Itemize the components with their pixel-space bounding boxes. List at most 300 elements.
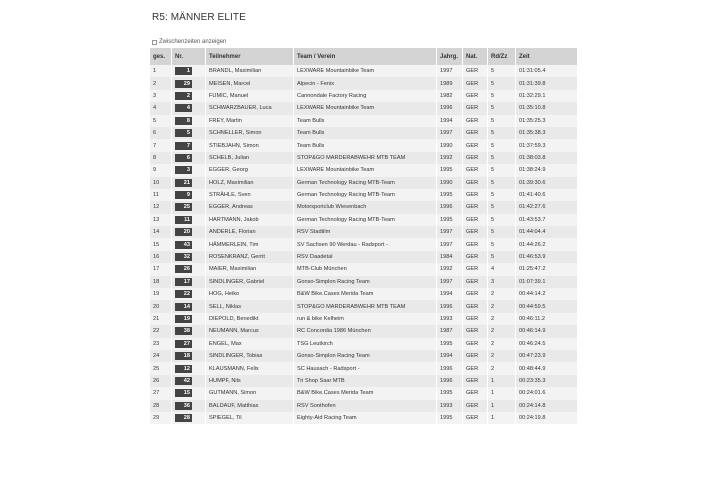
cell-bib [172, 288, 206, 300]
cell-bib [172, 251, 206, 263]
cell-pos: 20 [150, 300, 172, 312]
cell-pos: 11 [150, 189, 172, 201]
cell-year: 1995 [437, 338, 463, 350]
cell-nat: GER [463, 90, 488, 102]
cell-time: 00:44:14.2 [516, 288, 578, 300]
cell-bib [172, 65, 206, 77]
header-team[interactable]: Team / Verein [294, 48, 437, 65]
cell-team: German Technology Racing MTB-Team [294, 214, 437, 226]
cell-team: Gonso-Simplon Racing Team [294, 350, 437, 362]
bib-number-badge: 5 [175, 129, 192, 137]
cell-rounds: 5 [488, 90, 516, 102]
cell-year: 1997 [437, 127, 463, 139]
bib-number-badge: 15 [175, 389, 192, 397]
cell-rounds: 1 [488, 375, 516, 387]
cell-rounds: 5 [488, 77, 516, 89]
cell-name: SPIEGEL, Til [206, 412, 294, 424]
cell-name: NEUMANN, Marcus [206, 325, 294, 337]
cell-team: TSG Leutkirch [294, 338, 437, 350]
bib-number-badge: 12 [175, 365, 192, 373]
cell-year: 1994 [437, 115, 463, 127]
bib-number-badge: 32 [175, 253, 192, 261]
table-row[interactable] [150, 127, 578, 139]
cell-rounds: 2 [488, 325, 516, 337]
cell-time: 01:31:39.8 [516, 77, 578, 89]
cell-bib [172, 313, 206, 325]
cell-name: BRANDL, Maximilian [206, 65, 294, 77]
table-row[interactable] [150, 387, 578, 399]
cell-pos: 10 [150, 177, 172, 189]
cell-team: B&W Bike.Cases Merida Team [294, 288, 437, 300]
table-row[interactable] [150, 139, 578, 151]
table-row[interactable] [150, 238, 578, 250]
cell-year: 1982 [437, 90, 463, 102]
cell-name: FREY, Martin [206, 115, 294, 127]
cell-pos: 27 [150, 387, 172, 399]
cell-name: SINDLINGER, Gabriel [206, 276, 294, 288]
bib-number-badge: 36 [175, 402, 192, 410]
cell-name: ROSENKRANZ, Gerrit [206, 251, 294, 263]
cell-year: 1996 [437, 300, 463, 312]
cell-name: HOLZ, Maximilian [206, 177, 294, 189]
cell-name: SINDLINGER, Tobias [206, 350, 294, 362]
cell-name: ANDERLE, Florian [206, 226, 294, 238]
cell-nat: GER [463, 77, 488, 89]
cell-time: 01:44:26.2 [516, 238, 578, 250]
cell-name: MAIER, Maximilian [206, 263, 294, 275]
split-times-toggle[interactable] [152, 38, 578, 46]
cell-bib [172, 139, 206, 151]
cell-rounds: 5 [488, 201, 516, 213]
table-row[interactable] [150, 362, 578, 374]
cell-name: ENGEL, Max [206, 338, 294, 350]
cell-time: 01:35:38.3 [516, 127, 578, 139]
cell-pos: 19 [150, 288, 172, 300]
bib-number-badge: 8 [175, 117, 192, 125]
bib-number-badge: 28 [175, 414, 192, 422]
cell-bib [172, 152, 206, 164]
cell-pos: 26 [150, 375, 172, 387]
table-row[interactable] [150, 400, 578, 412]
cell-nat: GER [463, 387, 488, 399]
cell-year: 1997 [437, 238, 463, 250]
cell-pos: 16 [150, 251, 172, 263]
cell-rounds: 1 [488, 387, 516, 399]
cell-year: 1992 [437, 263, 463, 275]
table-row[interactable] [150, 251, 578, 263]
cell-pos: 8 [150, 152, 172, 164]
cell-nat: GER [463, 102, 488, 114]
table-row[interactable] [150, 152, 578, 164]
table-row[interactable] [150, 412, 578, 424]
cell-time: 00:23:35.3 [516, 375, 578, 387]
cell-nat: GER [463, 400, 488, 412]
cell-pos: 18 [150, 276, 172, 288]
cell-nat: GER [463, 325, 488, 337]
header-pos[interactable]: ges. [150, 48, 172, 65]
cell-rounds: 1 [488, 400, 516, 412]
cell-nat: GER [463, 288, 488, 300]
bib-number-badge: 43 [175, 241, 192, 249]
cell-year: 1989 [437, 77, 463, 89]
bib-number-badge: 1 [175, 67, 192, 75]
cell-bib [172, 77, 206, 89]
cell-bib [172, 400, 206, 412]
cell-rounds: 5 [488, 251, 516, 263]
cell-rounds: 2 [488, 300, 516, 312]
cell-team: Motorsportclub Wiesenbach [294, 201, 437, 213]
cell-pos: 14 [150, 226, 172, 238]
cell-pos: 7 [150, 139, 172, 151]
bib-number-badge: 26 [175, 265, 192, 273]
cell-rounds: 5 [488, 127, 516, 139]
header-nat[interactable]: Nat. [463, 48, 488, 65]
table-row[interactable] [150, 65, 578, 77]
cell-year: 1997 [437, 226, 463, 238]
cell-nat: GER [463, 313, 488, 325]
cell-name: HARTMANN, Jakob [206, 214, 294, 226]
cell-year: 1995 [437, 164, 463, 176]
bib-number-badge: 29 [175, 80, 192, 88]
cell-year: 1996 [437, 102, 463, 114]
cell-year: 1996 [437, 201, 463, 213]
cell-year: 1996 [437, 375, 463, 387]
cell-team: B&W Bike.Cases Merida Team [294, 387, 437, 399]
table-row[interactable] [150, 201, 578, 213]
cell-team: STOP&GO MARDERABWEHR MTB TEAM [294, 300, 437, 312]
cell-pos: 9 [150, 164, 172, 176]
cell-time: 00:46:14.9 [516, 325, 578, 337]
cell-nat: GER [463, 375, 488, 387]
table-row[interactable] [150, 102, 578, 114]
cell-nat: GER [463, 65, 488, 77]
cell-nat: GER [463, 251, 488, 263]
cell-rounds: 5 [488, 65, 516, 77]
cell-rounds: 5 [488, 115, 516, 127]
cell-name: KLAUSMANN, Felix [206, 362, 294, 374]
cell-pos: 28 [150, 400, 172, 412]
bib-number-badge: 4 [175, 104, 192, 112]
cell-rounds: 2 [488, 362, 516, 374]
cell-pos: 12 [150, 201, 172, 213]
cell-team: Team Bulls [294, 127, 437, 139]
cell-team: MTB-Club München [294, 263, 437, 275]
cell-pos: 25 [150, 362, 172, 374]
cell-pos: 13 [150, 214, 172, 226]
cell-time: 01:38:24.9 [516, 164, 578, 176]
cell-name: STRÄHLE, Sven [206, 189, 294, 201]
cell-time: 00:24:14.8 [516, 400, 578, 412]
bib-number-badge: 42 [175, 377, 192, 385]
cell-bib [172, 325, 206, 337]
cell-pos: 2 [150, 77, 172, 89]
cell-team: RC Concordia 1986 München [294, 325, 437, 337]
table-row[interactable] [150, 300, 578, 312]
cell-name: GUTMANN, Simon [206, 387, 294, 399]
bib-number-badge: 3 [175, 166, 192, 174]
cell-nat: GER [463, 226, 488, 238]
cell-nat: GER [463, 177, 488, 189]
cell-nat: GER [463, 238, 488, 250]
cell-bib [172, 90, 206, 102]
cell-nat: GER [463, 139, 488, 151]
cell-time: 00:46:24.5 [516, 338, 578, 350]
cell-bib [172, 375, 206, 387]
cell-name: EGGER, Andreas [206, 201, 294, 213]
table-row[interactable] [150, 288, 578, 300]
cell-time: 01:44:04.4 [516, 226, 578, 238]
split-times-label[interactable]: Zwischenzeiten anzeigen [159, 39, 227, 45]
cell-bib [172, 201, 206, 213]
cell-nat: GER [463, 263, 488, 275]
table-row[interactable] [150, 325, 578, 337]
table-row[interactable] [150, 189, 578, 201]
cell-pos: 29 [150, 412, 172, 424]
cell-time: 01:43:53.7 [516, 214, 578, 226]
results-table [150, 48, 578, 424]
table-row[interactable] [150, 164, 578, 176]
cell-rounds: 2 [488, 350, 516, 362]
cell-bib [172, 276, 206, 288]
cell-year: 1994 [437, 288, 463, 300]
cell-year: 1987 [437, 325, 463, 337]
cell-nat: GER [463, 214, 488, 226]
cell-team: Tri Shop Saar MTB [294, 375, 437, 387]
table-row[interactable] [150, 214, 578, 226]
cell-team: SV Sachsen 90 Werdau - Radsport - [294, 238, 437, 250]
bib-number-badge: 9 [175, 191, 192, 199]
header-rounds[interactable]: Rd/Zz [488, 48, 516, 65]
bib-number-badge: 22 [175, 290, 192, 298]
cell-time: 00:24:19.8 [516, 412, 578, 424]
page-title: R5: MÄNNER ELITE [152, 12, 246, 23]
cell-year: 1995 [437, 189, 463, 201]
cell-rounds: 5 [488, 226, 516, 238]
cell-nat: GER [463, 189, 488, 201]
cell-rounds: 5 [488, 164, 516, 176]
cell-name: MEISEN, Marcel [206, 77, 294, 89]
cell-time: 01:32:29.1 [516, 90, 578, 102]
cell-pos: 21 [150, 313, 172, 325]
table-row[interactable] [150, 375, 578, 387]
cell-bib [172, 387, 206, 399]
cell-time: 00:24:01.6 [516, 387, 578, 399]
cell-team: Eighty-Aid Racing Team [294, 412, 437, 424]
bib-number-badge: 11 [175, 216, 192, 224]
cell-name: SCHNELLER, Simon [206, 127, 294, 139]
cell-pos: 23 [150, 338, 172, 350]
cell-time: 01:37:59.3 [516, 139, 578, 151]
header-nr[interactable]: Nr. [172, 48, 206, 65]
cell-bib [172, 115, 206, 127]
cell-rounds: 5 [488, 189, 516, 201]
cell-nat: GER [463, 300, 488, 312]
cell-team: LEXWARE Mountainbike Team [294, 164, 437, 176]
cell-bib [172, 189, 206, 201]
cell-nat: GER [463, 201, 488, 213]
cell-name: STIEBJAHN, Simon [206, 139, 294, 151]
bib-number-badge: 17 [175, 278, 192, 286]
cell-bib [172, 226, 206, 238]
cell-team: Team Bulls [294, 115, 437, 127]
cell-nat: GER [463, 338, 488, 350]
cell-bib [172, 102, 206, 114]
cell-rounds: 5 [488, 102, 516, 114]
cell-time: 00:46:11.2 [516, 313, 578, 325]
cell-rounds: 5 [488, 214, 516, 226]
cell-team: German Technology Racing MTB-Team [294, 189, 437, 201]
cell-nat: GER [463, 127, 488, 139]
cell-pos: 24 [150, 350, 172, 362]
table-row[interactable] [150, 77, 578, 89]
cell-team: Alpecin - Fenix [294, 77, 437, 89]
split-times-checkbox[interactable] [152, 40, 157, 45]
cell-year: 1993 [437, 400, 463, 412]
cell-bib [172, 350, 206, 362]
cell-year: 1997 [437, 276, 463, 288]
cell-bib [172, 238, 206, 250]
cell-time: 00:48:44.9 [516, 362, 578, 374]
cell-rounds: 5 [488, 152, 516, 164]
cell-pos: 3 [150, 90, 172, 102]
cell-time: 01:46:53.9 [516, 251, 578, 263]
cell-nat: GER [463, 362, 488, 374]
header-year[interactable]: Jahrg. [437, 48, 463, 65]
table-row[interactable] [150, 313, 578, 325]
cell-pos: 17 [150, 263, 172, 275]
bib-number-badge: 6 [175, 154, 192, 162]
cell-year: 1992 [437, 152, 463, 164]
cell-year: 1996 [437, 362, 463, 374]
table-row[interactable] [150, 90, 578, 102]
table-row[interactable] [150, 115, 578, 127]
cell-nat: GER [463, 412, 488, 424]
cell-time: 01:07:39.1 [516, 276, 578, 288]
cell-pos: 5 [150, 115, 172, 127]
cell-team: Team Bulls [294, 139, 437, 151]
cell-team: RSV Stadtilm [294, 226, 437, 238]
bib-number-badge: 27 [175, 340, 192, 348]
cell-year: 1993 [437, 313, 463, 325]
cell-time: 01:25:47.2 [516, 263, 578, 275]
cell-rounds: 1 [488, 412, 516, 424]
cell-rounds: 2 [488, 288, 516, 300]
table-row[interactable] [150, 177, 578, 189]
cell-bib [172, 338, 206, 350]
cell-bib [172, 214, 206, 226]
bib-number-badge: 18 [175, 352, 192, 360]
cell-team: run & bike Kelheim [294, 313, 437, 325]
cell-time: 01:42:27.6 [516, 201, 578, 213]
cell-nat: GER [463, 276, 488, 288]
cell-year: 1994 [437, 350, 463, 362]
bib-number-badge: 21 [175, 179, 192, 187]
cell-nat: GER [463, 350, 488, 362]
cell-year: 1995 [437, 214, 463, 226]
cell-team: RSV Sonthofen [294, 400, 437, 412]
cell-time: 01:38:03.8 [516, 152, 578, 164]
cell-name: SCHELB, Julian [206, 152, 294, 164]
cell-team: STOP&GO MARDERABWEHR MTB TEAM [294, 152, 437, 164]
header-time[interactable]: Zeit [516, 48, 578, 65]
cell-rounds: 5 [488, 238, 516, 250]
cell-time: 00:47:23.9 [516, 350, 578, 362]
bib-number-badge: 25 [175, 203, 192, 211]
cell-nat: GER [463, 164, 488, 176]
cell-pos: 1 [150, 65, 172, 77]
table-row[interactable] [150, 350, 578, 362]
cell-rounds: 5 [488, 139, 516, 151]
cell-time: 01:31:05.4 [516, 65, 578, 77]
cell-team: RSV Daadetal [294, 251, 437, 263]
cell-year: 1995 [437, 387, 463, 399]
cell-year: 1997 [437, 65, 463, 77]
bib-number-badge: 38 [175, 327, 192, 335]
cell-name: DIEPOLD, Benedikt [206, 313, 294, 325]
cell-nat: GER [463, 152, 488, 164]
cell-name: EGGER, Georg [206, 164, 294, 176]
bib-number-badge: 20 [175, 228, 192, 236]
bib-number-badge: 19 [175, 315, 192, 323]
table-body [150, 65, 578, 424]
table-header-row [150, 48, 578, 65]
bib-number-badge: 7 [175, 142, 192, 150]
cell-bib [172, 412, 206, 424]
cell-bib [172, 362, 206, 374]
cell-year: 1995 [437, 412, 463, 424]
cell-rounds: 4 [488, 263, 516, 275]
cell-name: FUMIC, Manuel [206, 90, 294, 102]
cell-bib [172, 300, 206, 312]
cell-pos: 15 [150, 238, 172, 250]
table-row[interactable] [150, 338, 578, 350]
table-row[interactable] [150, 263, 578, 275]
cell-name: BALDAUF, Matthias [206, 400, 294, 412]
table-row[interactable] [150, 276, 578, 288]
cell-team: German Technology Racing MTB-Team [294, 177, 437, 189]
cell-name: HÄMMERLEIN, Tim [206, 238, 294, 250]
cell-rounds: 2 [488, 338, 516, 350]
cell-nat: GER [463, 115, 488, 127]
cell-bib [172, 263, 206, 275]
cell-rounds: 5 [488, 177, 516, 189]
cell-name: HOG, Heiko [206, 288, 294, 300]
cell-team: Cannondale Factory Racing [294, 90, 437, 102]
header-name[interactable]: Teilnehmer [206, 48, 294, 65]
cell-year: 1984 [437, 251, 463, 263]
cell-name: SELL, Niklas [206, 300, 294, 312]
cell-pos: 6 [150, 127, 172, 139]
cell-rounds: 2 [488, 313, 516, 325]
bib-number-badge: 2 [175, 92, 192, 100]
cell-time: 01:41:40.6 [516, 189, 578, 201]
cell-bib [172, 127, 206, 139]
cell-name: SCHWARZBAUER, Luca [206, 102, 294, 114]
cell-bib [172, 164, 206, 176]
table-row[interactable] [150, 226, 578, 238]
results-panel [150, 0, 578, 424]
cell-bib [172, 177, 206, 189]
cell-pos: 4 [150, 102, 172, 114]
cell-team: Gonso-Simplon Racing Team [294, 276, 437, 288]
cell-time: 00:44:59.5 [516, 300, 578, 312]
cell-year: 1990 [437, 139, 463, 151]
cell-rounds: 3 [488, 276, 516, 288]
cell-team: LEXWARE Mountainbike Team [294, 102, 437, 114]
cell-year: 1990 [437, 177, 463, 189]
cell-time: 01:35:10.8 [516, 102, 578, 114]
cell-pos: 22 [150, 325, 172, 337]
